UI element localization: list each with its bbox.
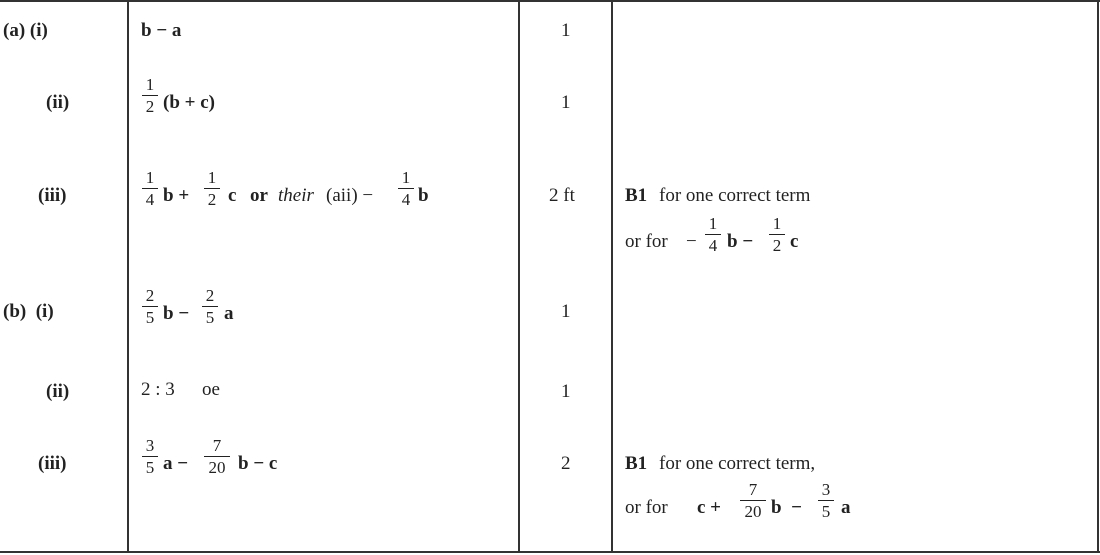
answer-fraction: 1 4 <box>397 169 415 208</box>
mark-value: 2 <box>561 453 571 474</box>
guidance-text: for one correct term <box>659 185 811 206</box>
answer-oe: oe <box>202 379 220 400</box>
mark-value: 1 <box>561 20 571 41</box>
guidance-text: or for <box>625 497 668 518</box>
guidance-text: a <box>841 497 851 518</box>
answer-fraction: 2 5 <box>141 287 159 326</box>
guidance-text: or for <box>625 231 668 252</box>
mark-value: 2 ft <box>549 185 575 206</box>
mark-value: 1 <box>561 381 571 402</box>
answer-text: 2 : 3 <box>141 379 175 400</box>
answer-text: b − <box>163 303 190 324</box>
guidance-fraction: 3 5 <box>817 481 835 520</box>
guidance-fraction: 7 20 <box>739 481 767 520</box>
answer-text: b + <box>163 185 190 206</box>
answer-text: b <box>418 185 429 206</box>
part-label: (ii) <box>46 381 70 402</box>
table-top-border <box>0 0 1100 2</box>
mark-value: 1 <box>561 92 571 113</box>
answer-text: c <box>228 185 237 206</box>
answer-fraction: 7 20 <box>203 437 231 476</box>
guidance-text: b − <box>727 231 754 252</box>
part-label: (iii) <box>38 453 67 474</box>
guidance-text: b − <box>771 497 802 518</box>
guidance-text: − <box>686 231 697 252</box>
guidance-text: c + <box>697 497 722 518</box>
guidance-b1: B1 <box>625 453 648 474</box>
answer-their: their <box>278 185 314 206</box>
answer-fraction: 1 2 <box>203 169 221 208</box>
answer-text: (b + c) <box>163 92 215 113</box>
answer-fraction: 1 2 <box>141 76 159 115</box>
part-label: (a) (i) <box>3 20 48 41</box>
answer-fraction: 1 4 <box>141 169 159 208</box>
answer-text: a <box>224 303 234 324</box>
answer-fraction: 3 5 <box>141 437 159 476</box>
answer-text: b − c <box>238 453 278 474</box>
answer-or: or <box>250 185 268 206</box>
table-bottom-border <box>0 551 1100 553</box>
column-divider <box>127 0 129 552</box>
answer-fraction: 2 5 <box>201 287 219 326</box>
column-divider <box>611 0 613 552</box>
guidance-b1: B1 <box>625 185 648 206</box>
guidance-text: c <box>790 231 799 252</box>
part-label: (ii) <box>46 92 70 113</box>
guidance-fraction: 1 4 <box>704 215 722 254</box>
part-label: (b) (i) <box>3 301 54 322</box>
guidance-fraction: 1 2 <box>768 215 786 254</box>
answer-text: b − a <box>141 20 182 41</box>
answer-text: a − <box>163 453 189 474</box>
table-right-border <box>1097 0 1099 552</box>
answer-reference: (aii) − <box>326 185 374 206</box>
mark-value: 1 <box>561 301 571 322</box>
guidance-text: for one correct term, <box>659 453 816 474</box>
part-label: (iii) <box>38 185 67 206</box>
column-divider <box>518 0 520 552</box>
